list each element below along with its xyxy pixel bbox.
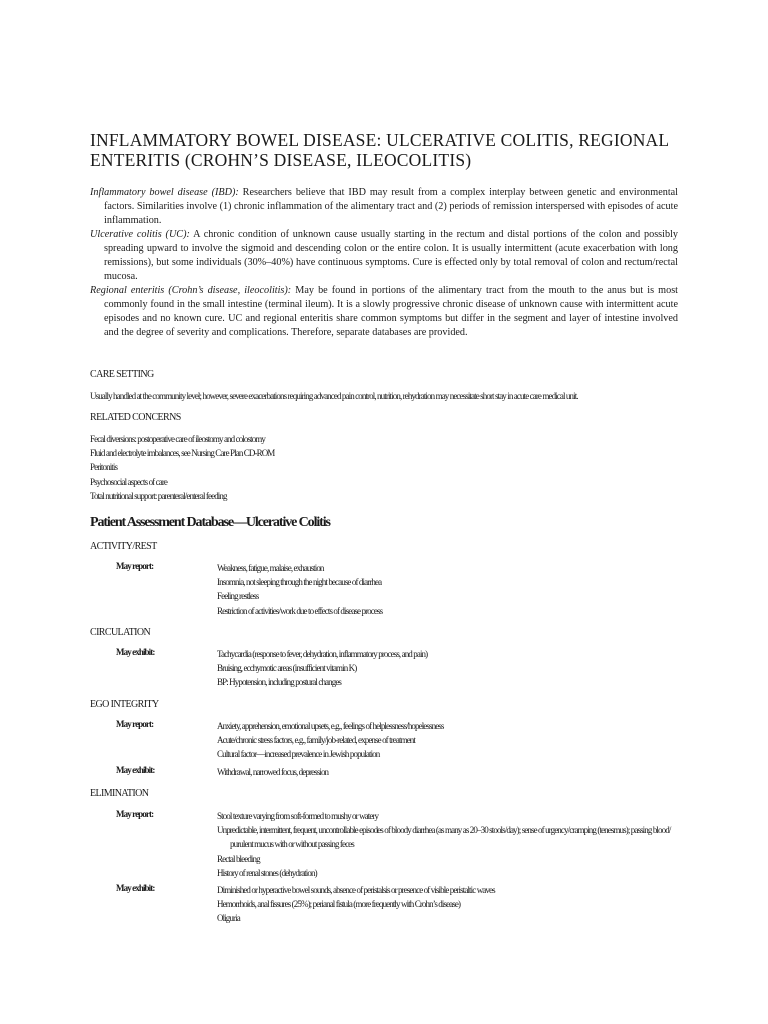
list-item: Weakness, fatigue, malaise, exhaustion (217, 563, 324, 573)
list-item: Unpredictable, intermittent, frequent, uncontrollable episodes of bloody diarrhea (as many as 20–30 stools/day); sense of urgency/cramping (tenesmus); passing blood/ purulent mucus with or without passing feces (217, 825, 671, 850)
definitions (90, 186, 678, 340)
list-item: Rectal bleeding (217, 853, 260, 864)
list-item: History of renal stones (dehydration) (217, 867, 317, 878)
definition-text: A chronic condition of unknown cause usually starting in the rectum and distal portions of the colon and possibly spreading upward to involve the sigmoid and descending colon or the entire colon. It is usually intermittent (acute exacerbation with long remissions), but some individuals (30%–40%) have continuous symptoms. Cure is effected only by total removal of colon and rectum/rectal mucosa. (104, 229, 678, 282)
may-report-label: May report: (116, 561, 154, 571)
related-concerns-heading: RELATED CONCERNS (90, 412, 181, 423)
list-item: Insomnia, not sleeping through the night because of diarrhea (217, 577, 382, 588)
elimination-exhibit-items (217, 883, 682, 926)
list-item: Acute/chronic stress factors, e.g., family/job-related, expense of treatment (217, 735, 415, 746)
care-setting-text: Usually handled at the community level; however, severe exacerbations requiring advanced pain control, nutrition, rehydration may necessitate short stay in acute care medical unit. (90, 391, 578, 401)
ego-report-items (217, 719, 682, 762)
list-item: Psychosocial aspects of care (90, 476, 168, 487)
activity-items (217, 561, 682, 618)
definition-ibd (90, 186, 678, 228)
list-item: Hemorrhoids, anal fissures (25%); perianal fistula (more frequently with Crohn’s disease) (217, 899, 461, 910)
ego-exhibit-items (217, 765, 682, 779)
section-heading-activity: ACTIVITY/REST (90, 541, 157, 552)
may-exhibit-label: May exhibit: (116, 883, 155, 893)
list-item: Fecal diversions: postoperative care of ileostomy and colostomy (90, 434, 265, 444)
list-item: Tachycardia (response to fever, dehydration, inflammatory process, and pain) (217, 649, 428, 659)
list-item: Bruising, ecchymotic areas (insufficient vitamin K) (217, 663, 357, 674)
list-item: Oliguria (217, 913, 240, 924)
list-item: Fluid and electrolyte imbalances, see Nursing Care Plan CD-ROM (90, 448, 275, 459)
definition-uc (90, 228, 678, 284)
list-item: Anxiety, apprehension, emotional upsets, e.g., feelings of helplessness/hopelessness (217, 721, 444, 731)
list-item: Feeling restless (217, 591, 259, 602)
may-exhibit-label: May exhibit: (116, 765, 155, 775)
elimination-report-items (217, 809, 682, 880)
definition-text: May be found in portions of the alimentary tract from the mouth to the anus but is most commonly found in the small intestine (terminal ileum). It is a slowly progressive chronic disease of unknown cause with intermittent acute episodes and no known cure. UC and regional enteritis share common symptoms but differ in the segment and layer of intestine involved and the degree of severity and complications. Therefore, separate databases are provided. (104, 285, 678, 338)
list-item: Diminished or hyperactive bowel sounds, absence of peristalsis or presence of visible peristaltic waves (217, 885, 495, 895)
definition-term: Inflammatory bowel disease (IBD): (90, 187, 239, 198)
list-item: Stool texture varying from soft-formed to mushy or watery (217, 811, 379, 821)
list-item: Peritonitis (90, 462, 118, 473)
section-heading-ego-integrity: EGO INTEGRITY (90, 699, 159, 710)
section-heading-elimination: ELIMINATION (90, 788, 149, 799)
list-item: Withdrawal, narrowed focus, depression (217, 767, 329, 777)
database-title: Patient Assessment Database—Ulcerative Colitis (90, 515, 330, 530)
may-report-label: May report: (116, 719, 154, 729)
definition-term: Regional enteritis (Crohn’s disease, ileocolitis): (90, 285, 292, 296)
list-item: Total nutritional support: parenteral/enteral feeding (90, 490, 227, 501)
document-title: INFLAMMATORY BOWEL DISEASE: ULCERATIVE COLITIS, REGIONAL ENTERITIS (CROHN’S DISEASE, ILEOCOLITIS) (90, 130, 669, 170)
list-item: Restriction of activities/work due to effects of disease process (217, 605, 383, 616)
document-page (90, 0, 678, 1024)
care-setting-heading: CARE SETTING (90, 369, 154, 380)
definition-regional-enteritis (90, 284, 678, 340)
list-item: Cultural factor—increased prevalence in Jewish population (217, 749, 380, 760)
section-heading-circulation: CIRCULATION (90, 627, 151, 638)
may-report-label: May report: (116, 809, 154, 819)
definition-text: Researchers believe that IBD may result from a complex interplay between genetic and environmental factors. Similarities involve (1) chronic inflammation of the alimentary tract and (2) periods of remission interspersed with episodes of acute inflammation. (104, 187, 678, 226)
definition-term: Ulcerative colitis (UC): (90, 229, 190, 240)
circulation-items (217, 647, 682, 690)
may-exhibit-label: May exhibit: (116, 647, 155, 657)
related-concerns-list (90, 432, 274, 503)
list-item: BP: Hypotension, including postural changes (217, 677, 342, 688)
